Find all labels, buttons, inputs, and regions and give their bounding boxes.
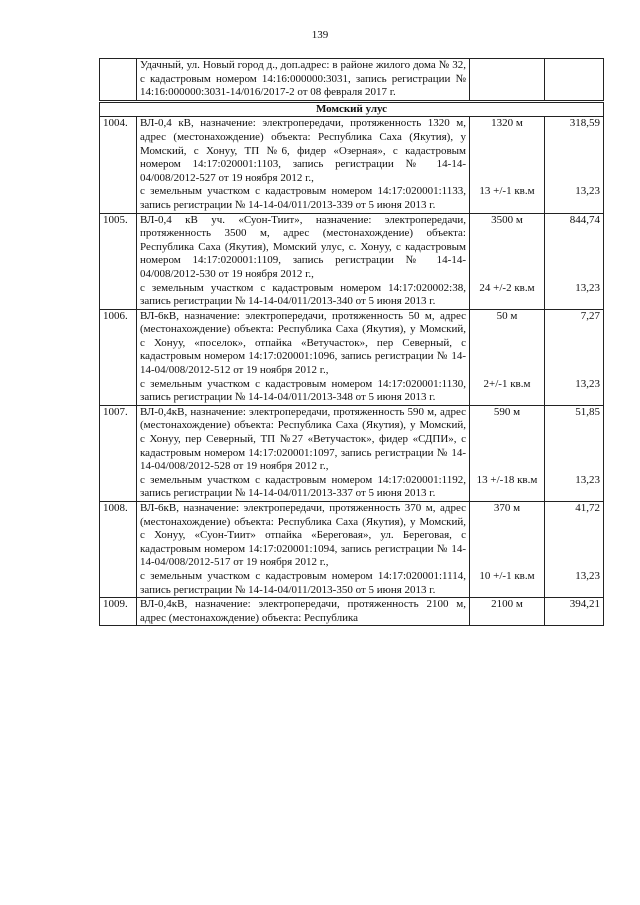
group-header-row: [100, 101, 604, 117]
length-value: 590 м: [493, 405, 521, 418]
row-number: [100, 59, 137, 102]
row-description: [137, 405, 470, 501]
row-length: [470, 117, 545, 213]
value-primary: 844,74: [569, 213, 600, 226]
row-number: 1008.: [100, 502, 137, 598]
row-value: [545, 309, 604, 405]
row-number: 1006.: [100, 309, 137, 405]
land-plot-text: с земельным участком с кадастровым номером 14:17:020002:38, запись регистрации № 14-14-04/011/2013-340 от 5 июня 2013 г.: [140, 281, 466, 308]
object-text: ВЛ-0,4кВ, назначение: электропередачи, протяженность 590 м, адрес (местонахождение) объекта: Республика Саха (Якутия), у Момский, с Хонуу, пер Северный, ТП №27 «Ветучасток», фидер «СДПИ», с кадастровым номером 14:17:020001:1097, запись регистрации № 14-14-04/008/2012-528 от 19 ноября 2012 г.,: [140, 405, 466, 473]
table-row: [100, 59, 604, 102]
table-row: [100, 502, 604, 598]
row-number: 1007.: [100, 405, 137, 501]
row-value: [545, 117, 604, 213]
value-primary: 394,21: [569, 598, 600, 611]
row-description: [137, 213, 470, 309]
length-value: 3500 м: [491, 213, 523, 226]
value-secondary: 13,23: [575, 473, 600, 486]
table-row: [100, 213, 604, 309]
property-table: [99, 58, 604, 626]
value-primary: 51,85: [575, 405, 600, 418]
table-row: [100, 117, 604, 213]
row-description: [137, 502, 470, 598]
value-secondary: 13,23: [575, 569, 600, 582]
land-plot-text: с земельным участком с кадастровым номером 14:17:020001:1192, запись регистрации № 14-14-04/011/2013-337 от 5 июня 2013 г.: [140, 473, 466, 500]
length-value: 370 м: [493, 502, 521, 514]
object-text: ВЛ-0,4 кВ, назначение: электропередачи, протяженность 1320 м, адрес (местонахождение) объекта: Республика Саха (Якутия), у Момский, с Хонуу, ТП №6, фидер «Озерная», с кадастровым номером 14:17:020001:1103, запись регистрации № 14-14-04/008/2012-527 от 19 ноября 2012 г.,: [140, 117, 466, 184]
value-secondary: 13,23: [575, 185, 600, 198]
table-row: [100, 405, 604, 501]
land-plot-text: с земельным участком с кадастровым номером 14:17:020001:1133, запись регистрации № 14-14-04/011/2013-339 от 5 июня 2013 г.: [140, 185, 466, 211]
row-value: [545, 502, 604, 598]
object-text: ВЛ-6кВ, назначение: электропередачи, протяженность 370 м, адрес (местонахождение) объекта: Республика Саха (Якутия), у Момский, с Хонуу, «Суон-Тиит» отпайка «Береговая», ул. Береговая, с кадастровым номером 14:17:020001:1094, запись регистрации № 14-14-04/008/2012-517 от 19 ноября 2012 г.,: [140, 502, 466, 569]
group-title: Момский улус: [100, 101, 604, 117]
value-primary: 318,59: [569, 117, 600, 130]
object-text: ВЛ-6кВ, назначение: электропередачи, протяженность 50 м, адрес (местонахождение) объекта: Республика Саха (Якутия), у Момский, с Хонуу, «поселок», отпайка «Ветучасток», пер Северный, с кадастровым номером 14:17:020001:1096, запись регистрации № 14-14-04/008/2012-512 от 19 ноября 2012 г.,: [140, 309, 466, 377]
row-value: [545, 405, 604, 501]
row-value: [545, 59, 604, 102]
land-plot-text: с земельным участком с кадастровым номером 14:17:020001:1130, запись регистрации № 14-14-04/011/2013-348 от 5 июня 2013 г.: [140, 377, 466, 404]
object-text: ВЛ-0,4кВ, назначение: электропередачи, протяженность 2100 м, адрес (местонахождение) объекта: Республика: [140, 598, 466, 624]
row-length: [470, 502, 545, 598]
area-value: 2+/-1 кв.м: [483, 377, 531, 390]
object-text: ВЛ-0,4 кВ уч. «Суон-Тиит», назначение: электропередачи, протяженность 3500 м, адрес (местонахождение) объекта: Республика Саха (Якутия), Момский улус, с. Хонуу, с кадастровым номером 14:17:020001:1109, запись регистрации № 14-14-04/008/2012-530 от 19 ноября 2012 г.,: [140, 213, 466, 280]
row-value: [545, 213, 604, 309]
table-row: [100, 598, 604, 626]
area-value: 13 +/-18 кв.м: [476, 473, 538, 486]
value-primary: 41,72: [575, 502, 600, 514]
length-value: 50 м: [496, 309, 518, 322]
table-row: [100, 309, 604, 405]
row-number: 1005.: [100, 213, 137, 309]
area-value: 24 +/-2 кв.м: [479, 281, 535, 294]
length-value: 1320 м: [491, 117, 523, 130]
row-description: [137, 598, 470, 626]
value-primary: 7,27: [580, 309, 600, 322]
value-secondary: 13,23: [575, 281, 600, 294]
area-value: 13 +/-1 кв.м: [479, 185, 535, 198]
page-number: 139: [311, 29, 329, 41]
length-value: 2100 м: [491, 598, 523, 611]
row-length: [470, 405, 545, 501]
land-plot-text: с земельным участком с кадастровым номером 14:17:020001:1114, запись регистрации № 14-14-04/011/2013-350 от 5 июня 2013 г.: [140, 569, 466, 596]
row-length: [470, 309, 545, 405]
value-secondary: 13,23: [575, 377, 600, 390]
row-description: [137, 117, 470, 213]
row-value: [545, 598, 604, 626]
row-description: Удачный, ул. Новый город д., доп.адрес: в районе жилого дома № 32, с кадастровым номером 14:16:000000:3031, запись регистрации № 14:16:000000:3031-14/016/2017-2 от 08 февраля 2017 г.: [137, 59, 470, 102]
row-number: 1009.: [100, 598, 137, 626]
row-length: [470, 59, 545, 102]
area-value: 10 +/-1 кв.м: [479, 569, 535, 582]
row-number: 1004.: [100, 117, 137, 213]
row-length: [470, 598, 545, 626]
row-length: [470, 213, 545, 309]
row-description: [137, 309, 470, 405]
